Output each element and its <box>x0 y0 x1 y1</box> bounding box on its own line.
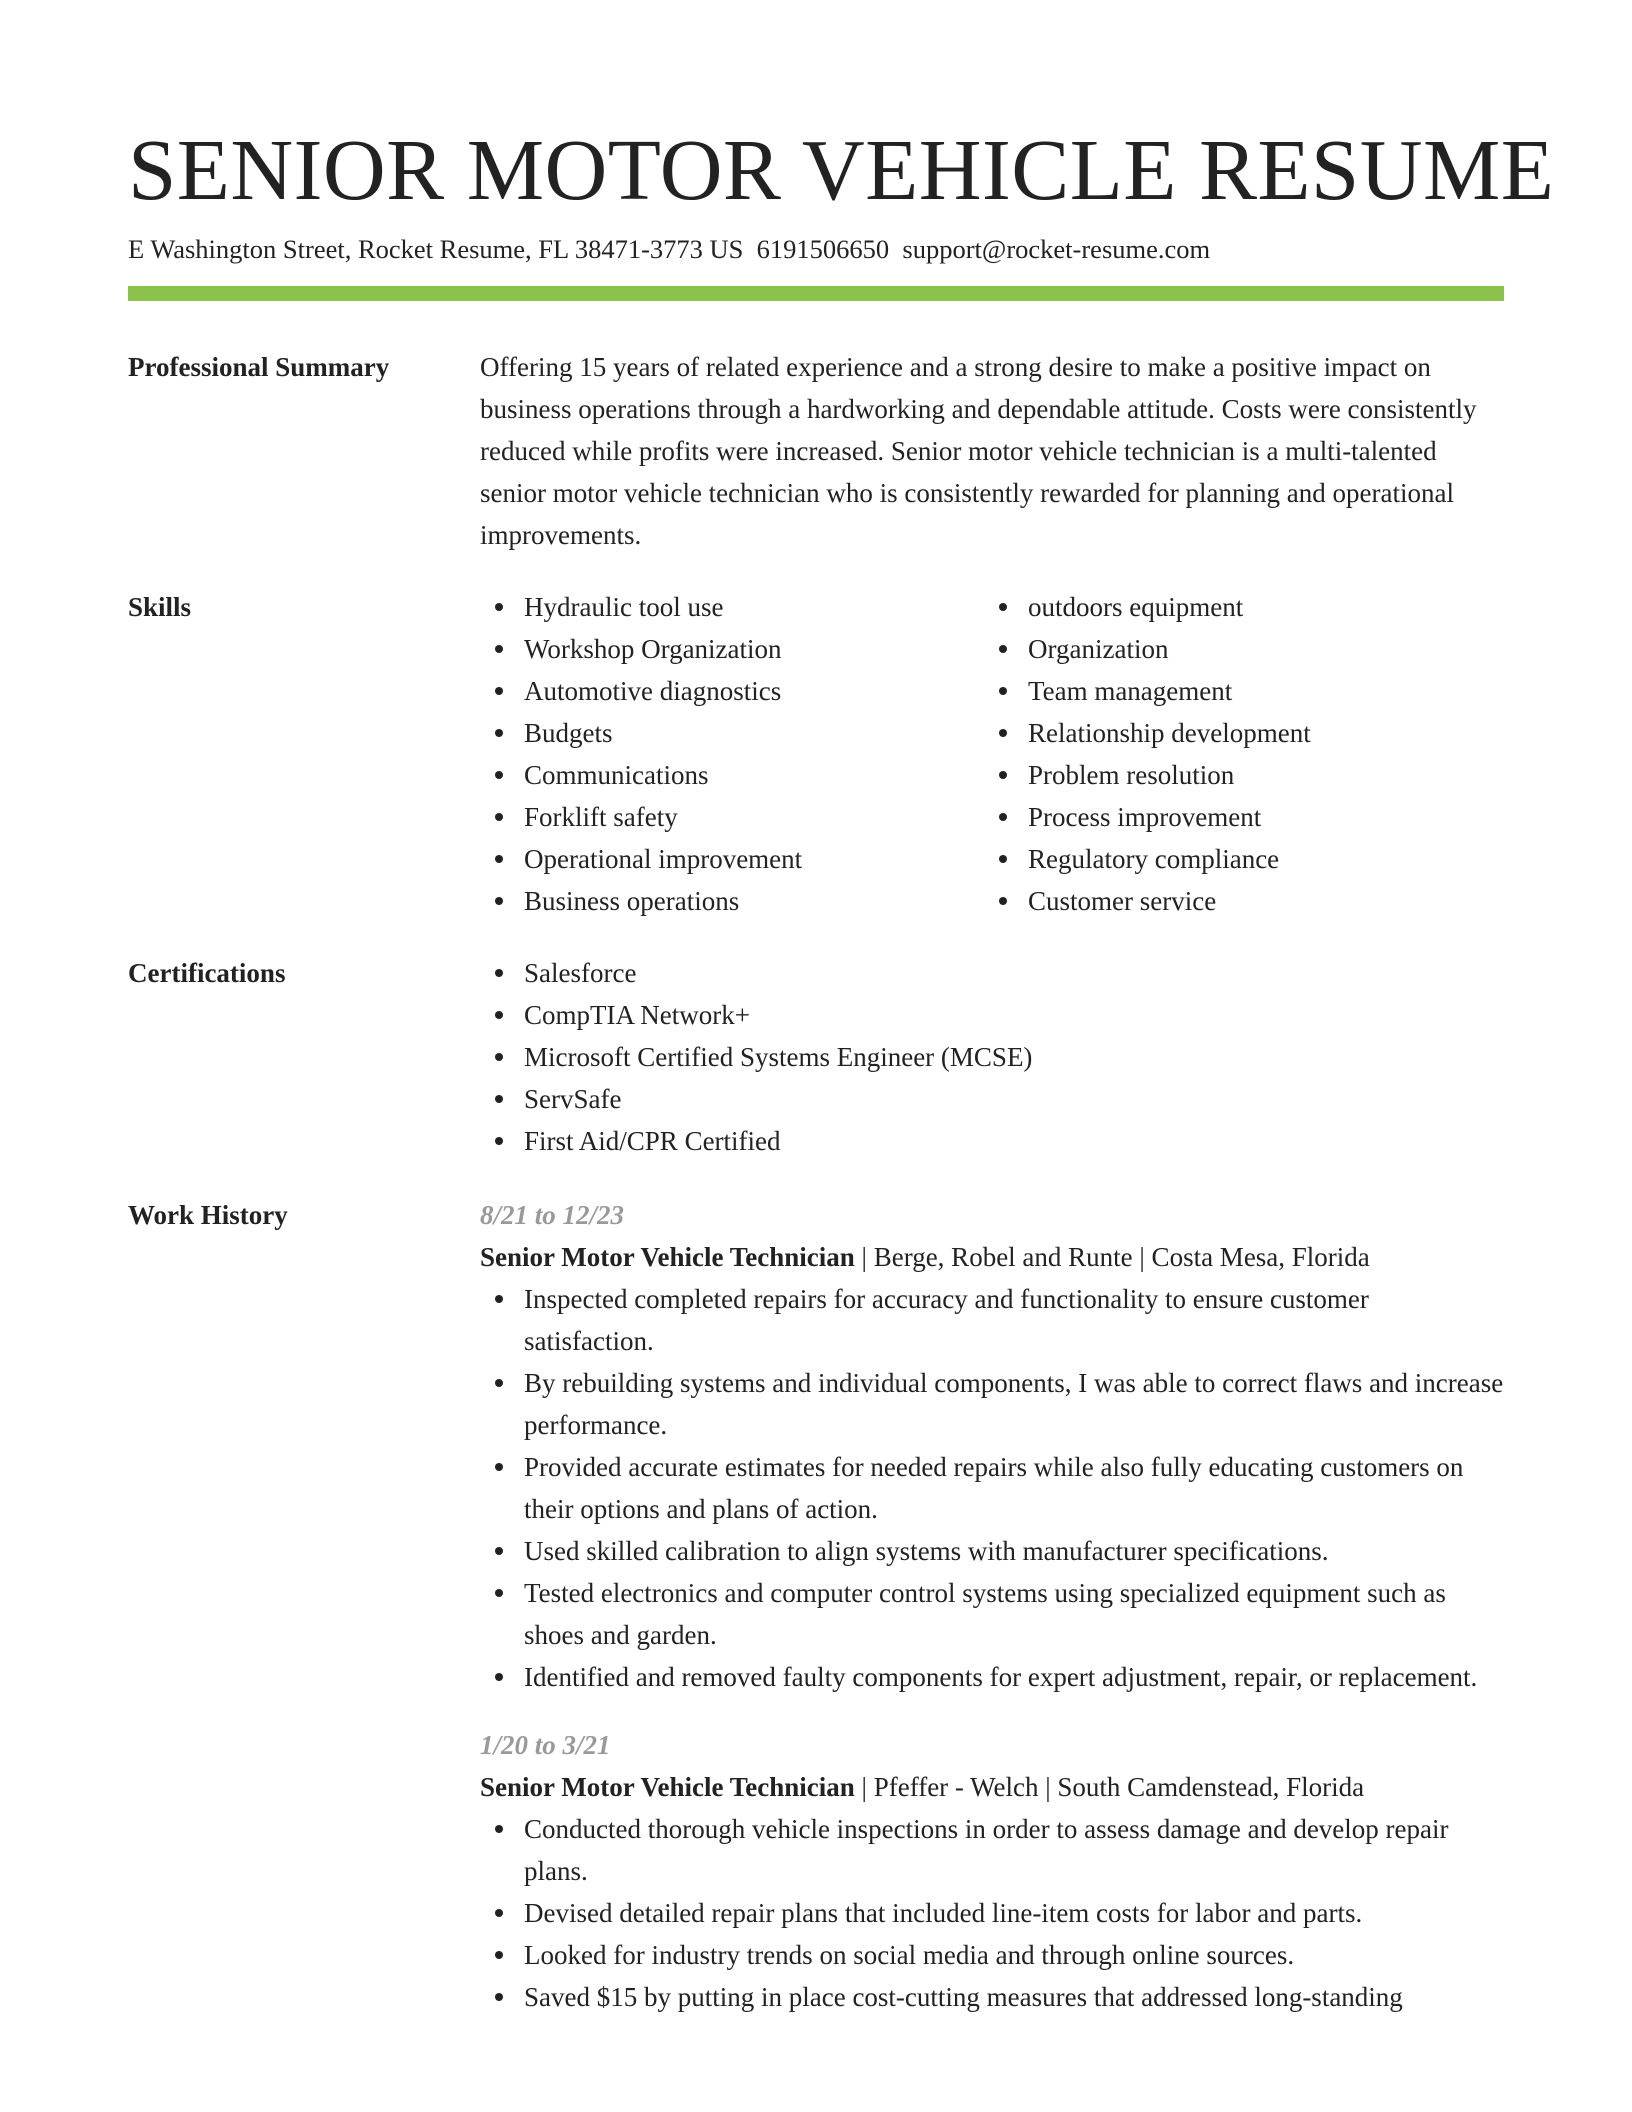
summary-heading: Professional Summary <box>128 352 390 382</box>
skill-item: Hydraulic tool use <box>524 586 984 628</box>
job-dates: 1/20 to 3/21 <box>480 1730 611 1760</box>
job-task: Inspected completed repairs for accuracy and functionality to ensure customer satisfaction. <box>524 1278 1504 1362</box>
job-task: Looked for industry trends on social media and through online sources. <box>524 1934 1504 1976</box>
job-task: Identified and removed faulty components for expert adjustment, repair, or replacement. <box>524 1656 1504 1698</box>
skill-item: Workshop Organization <box>524 628 984 670</box>
skills-grid <box>480 586 1504 922</box>
skill-item: Team management <box>1028 670 1488 712</box>
job-title: Senior Motor Vehicle Technician <box>480 1772 855 1802</box>
job-task: Devised detailed repair plans that included line-item costs for labor and parts. <box>524 1892 1504 1934</box>
skill-item: Process improvement <box>1028 796 1488 838</box>
job-task: By rebuilding systems and individual components, I was able to correct flaws and increase performance. <box>524 1362 1504 1446</box>
job-task: Conducted thorough vehicle inspections in order to assess damage and develop repair plans. <box>524 1808 1504 1892</box>
certifications-body <box>480 952 1504 1162</box>
job-dates: 8/21 to 12/23 <box>480 1200 625 1230</box>
job-heading <box>480 1236 1504 1278</box>
skill-item: Customer service <box>1028 880 1488 922</box>
contact-phone: 6191506650 <box>756 234 890 264</box>
skills-column-right <box>984 586 1488 922</box>
skill-item: Business operations <box>524 880 984 922</box>
job-entry <box>480 1724 1504 2018</box>
contact-address: E Washington Street, Rocket Resume, FL 38471-3773 US <box>128 234 744 264</box>
job-heading <box>480 1766 1504 1808</box>
job-task: Saved $15 by putting in place cost-cutting measures that addressed long-standing <box>524 1976 1504 2018</box>
job-task: Tested electronics and computer control systems using specialized equipment such as shoes and garden. <box>524 1572 1504 1656</box>
skills-heading: Skills <box>128 592 192 622</box>
skill-item: outdoors equipment <box>1028 586 1488 628</box>
skill-item: Problem resolution <box>1028 754 1488 796</box>
skill-item: Regulatory compliance <box>1028 838 1488 880</box>
certification-item: Microsoft Certified Systems Engineer (MCSE) <box>524 1036 1504 1078</box>
skills-column-left <box>480 586 984 922</box>
certification-item: CompTIA Network+ <box>524 994 1504 1036</box>
job-task: Used skilled calibration to align systems with manufacturer specifications. <box>524 1530 1504 1572</box>
skill-item: Budgets <box>524 712 984 754</box>
certification-item: Salesforce <box>524 952 1504 994</box>
certifications-heading: Certifications <box>128 958 286 988</box>
skill-item: Communications <box>524 754 984 796</box>
summary-text: Offering 15 years of related experience and a strong desire to make a positive impact on business operations through a hardworking and dependable attitude. Costs were consistently reduced while profits were increased. Senior motor vehicle technician is a multi-talented senior motor vehicle technician who is consistently rewarded for planning and operational improvements. <box>480 352 1477 550</box>
skill-item: Organization <box>1028 628 1488 670</box>
skill-item: Forklift safety <box>524 796 984 838</box>
summary-body <box>480 346 1504 556</box>
job-task-list <box>480 1808 1504 2018</box>
job-entry <box>480 1194 1504 1698</box>
job-employer-location: | Pfeffer - Welch | South Camdenstead, Florida <box>854 1772 1365 1802</box>
certification-item: ServSafe <box>524 1078 1504 1120</box>
job-employer-location: | Berge, Robel and Runte | Costa Mesa, Florida <box>854 1242 1370 1272</box>
skill-item: Relationship development <box>1028 712 1488 754</box>
job-task: Provided accurate estimates for needed repairs while also fully educating customers on their options and plans of action. <box>524 1446 1504 1530</box>
contact-line <box>128 231 1210 267</box>
resume-title: SENIOR MOTOR VEHICLE RESUME <box>128 121 1555 218</box>
contact-email: support@rocket-resume.com <box>902 234 1211 264</box>
skill-item: Automotive diagnostics <box>524 670 984 712</box>
header-divider <box>128 286 1504 301</box>
work-history-heading: Work History <box>128 1200 288 1230</box>
work-history-body <box>480 1194 1504 2044</box>
job-task-list <box>480 1278 1504 1698</box>
skill-item: Operational improvement <box>524 838 984 880</box>
job-title: Senior Motor Vehicle Technician <box>480 1242 855 1272</box>
certification-item: First Aid/CPR Certified <box>524 1120 1504 1162</box>
